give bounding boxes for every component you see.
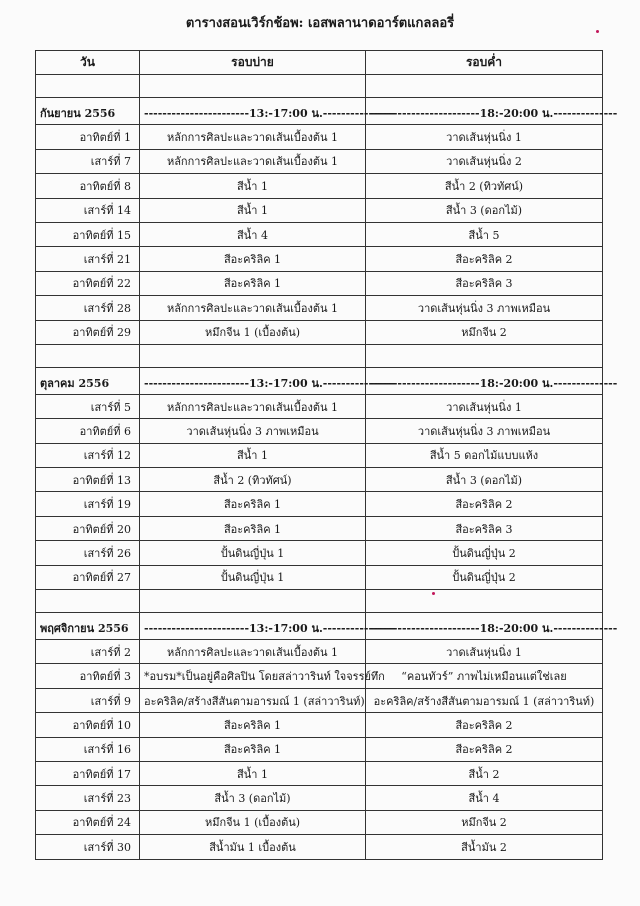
afternoon-cell: สีอะคริลิค 1 [140,271,366,295]
afternoon-cell: สีน้ำมัน 1 เบื้องต้น [140,835,366,859]
table-row [36,492,603,516]
month-header-row [36,613,603,640]
day-cell: อาทิตย์ที่ 3 [36,664,140,688]
evening-cell: หมึกจีน 2 [366,810,603,834]
table-row [36,443,603,467]
evening-cell: สีน้ำ 3 (ดอกไม้) [366,468,603,492]
afternoon-cell: หมึกจีน 1 (เบื้องต้น) [140,810,366,834]
afternoon-cell: สีอะคริลิค 1 [140,713,366,737]
afternoon-cell: *อบรม*เป็นอยู่คือศิลปิน โดยสล่าวารินท์ ใจจรรย์ทึก [140,664,366,688]
evening-cell: วาดเส้นหุ่นนิ่ง 3 ภาพเหมือน [366,296,603,320]
day-cell: เสาร์ที่ 28 [36,296,140,320]
evening-time: ------------------------18:-20:00 น.-------------- [366,613,603,640]
evening-cell: สีน้ำ 4 [366,786,603,810]
evening-cell: สีน้ำมัน 2 [366,835,603,859]
table-row [36,320,603,344]
day-cell: เสาร์ที่ 30 [36,835,140,859]
afternoon-time: -----------------------13:-17:00 น.---------------- [140,98,366,125]
afternoon-cell: สีน้ำ 3 (ดอกไม้) [140,786,366,810]
schedule-body [36,75,618,859]
evening-cell: วาดเส้นหุ่นนิ่ง 1 [366,640,603,664]
day-cell: เสาร์ที่ 7 [36,149,140,173]
table-row [36,149,603,173]
day-cell: อาทิตย์ที่ 20 [36,516,140,540]
afternoon-cell: หลักการศิลปะและวาดเส้นเบื้องต้น 1 [140,149,366,173]
afternoon-cell: หลักการศิลปะและวาดเส้นเบื้องต้น 1 [140,640,366,664]
table-row [36,713,603,737]
table-row [36,296,603,320]
month-name: ตุลาคม 2556 [36,367,140,394]
evening-cell: หมึกจีน 2 [366,320,603,344]
day-cell: อาทิตย์ที่ 29 [36,320,140,344]
spacer-cell [366,344,603,367]
afternoon-cell: สีน้ำ 4 [140,222,366,246]
evening-cell: วาดเส้นหุ่นนิ่ง 1 [366,125,603,149]
header-row [36,51,603,75]
schedule-table [35,50,618,860]
afternoon-time: -----------------------13:-17:00 น.---------------- [140,367,366,394]
day-cell: เสาร์ที่ 2 [36,640,140,664]
spacer-cell [36,344,140,367]
table-row [36,516,603,540]
table-row [36,468,603,492]
month-header-row [36,98,603,125]
day-cell: อาทิตย์ที่ 1 [36,125,140,149]
evening-cell: อะคริลิค/สร้างสีสันตามอารมณ์ 1 (สล่าวารินท์) [366,688,603,712]
afternoon-cell: สีอะคริลิค 1 [140,247,366,271]
table-row [36,271,603,295]
day-cell: เสาร์ที่ 9 [36,688,140,712]
table-row [36,394,603,418]
day-cell: อาทิตย์ที่ 22 [36,271,140,295]
evening-cell: สีน้ำ 3 (ดอกไม้) [366,198,603,222]
day-cell: อาทิตย์ที่ 10 [36,713,140,737]
spacer-cell [140,590,366,613]
spacer-cell [366,590,603,613]
evening-cell: สีอะคริลิค 3 [366,516,603,540]
table-row [36,688,603,712]
afternoon-cell: สีอะคริลิค 1 [140,492,366,516]
evening-cell: สีอะคริลิค 2 [366,737,603,761]
evening-cell: สีน้ำ 5 ดอกไม้แบบแห้ง [366,443,603,467]
afternoon-cell: วาดเส้นหุ่นนิ่ง 3 ภาพเหมือน [140,419,366,443]
afternoon-cell: สีน้ำ 1 [140,443,366,467]
day-cell: เสาร์ที่ 19 [36,492,140,516]
month-header-row [36,367,603,394]
afternoon-cell: สีน้ำ 2 (ทิวทัศน์) [140,468,366,492]
evening-cell: ปั้นดินญี่ปุ่น 2 [366,565,603,589]
spacer-cell [140,344,366,367]
afternoon-cell: สีอะคริลิค 1 [140,516,366,540]
table-row [36,737,603,761]
month-name: พฤศจิกายน 2556 [36,613,140,640]
table-row [36,565,603,589]
day-cell: เสาร์ที่ 16 [36,737,140,761]
table-row [36,198,603,222]
spacer-row [36,590,603,613]
day-cell: อาทิตย์ที่ 27 [36,565,140,589]
evening-cell: สีน้ำ 2 (ทิวทัศน์) [366,174,603,198]
table-row [36,640,603,664]
day-cell: อาทิตย์ที่ 24 [36,810,140,834]
afternoon-cell: หลักการศิลปะและวาดเส้นเบื้องต้น 1 [140,394,366,418]
afternoon-cell: หลักการศิลปะและวาดเส้นเบื้องต้น 1 [140,125,366,149]
afternoon-cell: สีน้ำ 1 [140,174,366,198]
afternoon-cell: ปั้นดินญี่ปุ่น 1 [140,541,366,565]
evening-cell: วาดเส้นหุ่นนิ่ง 1 [366,394,603,418]
table-row [36,125,603,149]
day-cell: เสาร์ที่ 21 [36,247,140,271]
header-afternoon: รอบบ่าย [140,51,366,75]
evening-cell: สีน้ำ 2 [366,761,603,785]
evening-cell: สีอะคริลิค 2 [366,492,603,516]
spacer-cell [366,75,603,98]
evening-time: ------------------------18:-20:00 น.-------------- [366,98,603,125]
marker-dot [596,30,599,33]
afternoon-cell: สีน้ำ 1 [140,198,366,222]
evening-cell: สีน้ำ 5 [366,222,603,246]
evening-cell: สีอะคริลิค 3 [366,271,603,295]
afternoon-cell: สีน้ำ 1 [140,761,366,785]
afternoon-cell: หลักการศิลปะและวาดเส้นเบื้องต้น 1 [140,296,366,320]
table-row [36,247,603,271]
evening-cell: “คอนทัวร์” ภาพไม่เหมือนแต่ใช่เลย [366,664,603,688]
spacer-cell [140,75,366,98]
table-row [36,541,603,565]
table-row [36,419,603,443]
evening-cell: สีอะคริลิค 2 [366,247,603,271]
evening-cell: วาดเส้นหุ่นนิ่ง 2 [366,149,603,173]
day-cell: อาทิตย์ที่ 17 [36,761,140,785]
evening-time: ------------------------18:-20:00 น.-------------- [366,367,603,394]
afternoon-time: -----------------------13:-17:00 น.---------------- [140,613,366,640]
evening-cell: วาดเส้นหุ่นนิ่ง 3 ภาพเหมือน [366,419,603,443]
day-cell: อาทิตย์ที่ 6 [36,419,140,443]
table-row [36,810,603,834]
day-cell: เสาร์ที่ 14 [36,198,140,222]
afternoon-cell: ปั้นดินญี่ปุ่น 1 [140,565,366,589]
table-row [36,174,603,198]
page-title: ตารางสอนเวิร์กช้อพ: เอสพลานาดอาร์ตแกลลอรี่ [185,16,455,31]
day-cell: เสาร์ที่ 5 [36,394,140,418]
day-cell: เสาร์ที่ 23 [36,786,140,810]
afternoon-cell: อะคริลิค/สร้างสีสันตามอารมณ์ 1 (สล่าวารินท์) [140,688,366,712]
afternoon-cell: สีอะคริลิค 1 [140,737,366,761]
table-row [36,761,603,785]
marker-dot [432,592,435,595]
day-cell: อาทิตย์ที่ 8 [36,174,140,198]
spacer-cell [36,590,140,613]
spacer-row [36,75,603,98]
header-evening: รอบค่ำ [366,51,603,75]
spacer-row [36,344,603,367]
table-row [36,222,603,246]
evening-cell: ปั้นดินญี่ปุ่น 2 [366,541,603,565]
evening-cell: สีอะคริลิค 2 [366,713,603,737]
table-row [36,835,603,859]
day-cell: อาทิตย์ที่ 13 [36,468,140,492]
header-day: วัน [36,51,140,75]
month-name: กันยายน 2556 [36,98,140,125]
spacer-cell [36,75,140,98]
day-cell: เสาร์ที่ 12 [36,443,140,467]
table-row [36,786,603,810]
table-row [36,664,603,688]
day-cell: เสาร์ที่ 26 [36,541,140,565]
day-cell: อาทิตย์ที่ 15 [36,222,140,246]
afternoon-cell: หมึกจีน 1 (เบื้องต้น) [140,320,366,344]
